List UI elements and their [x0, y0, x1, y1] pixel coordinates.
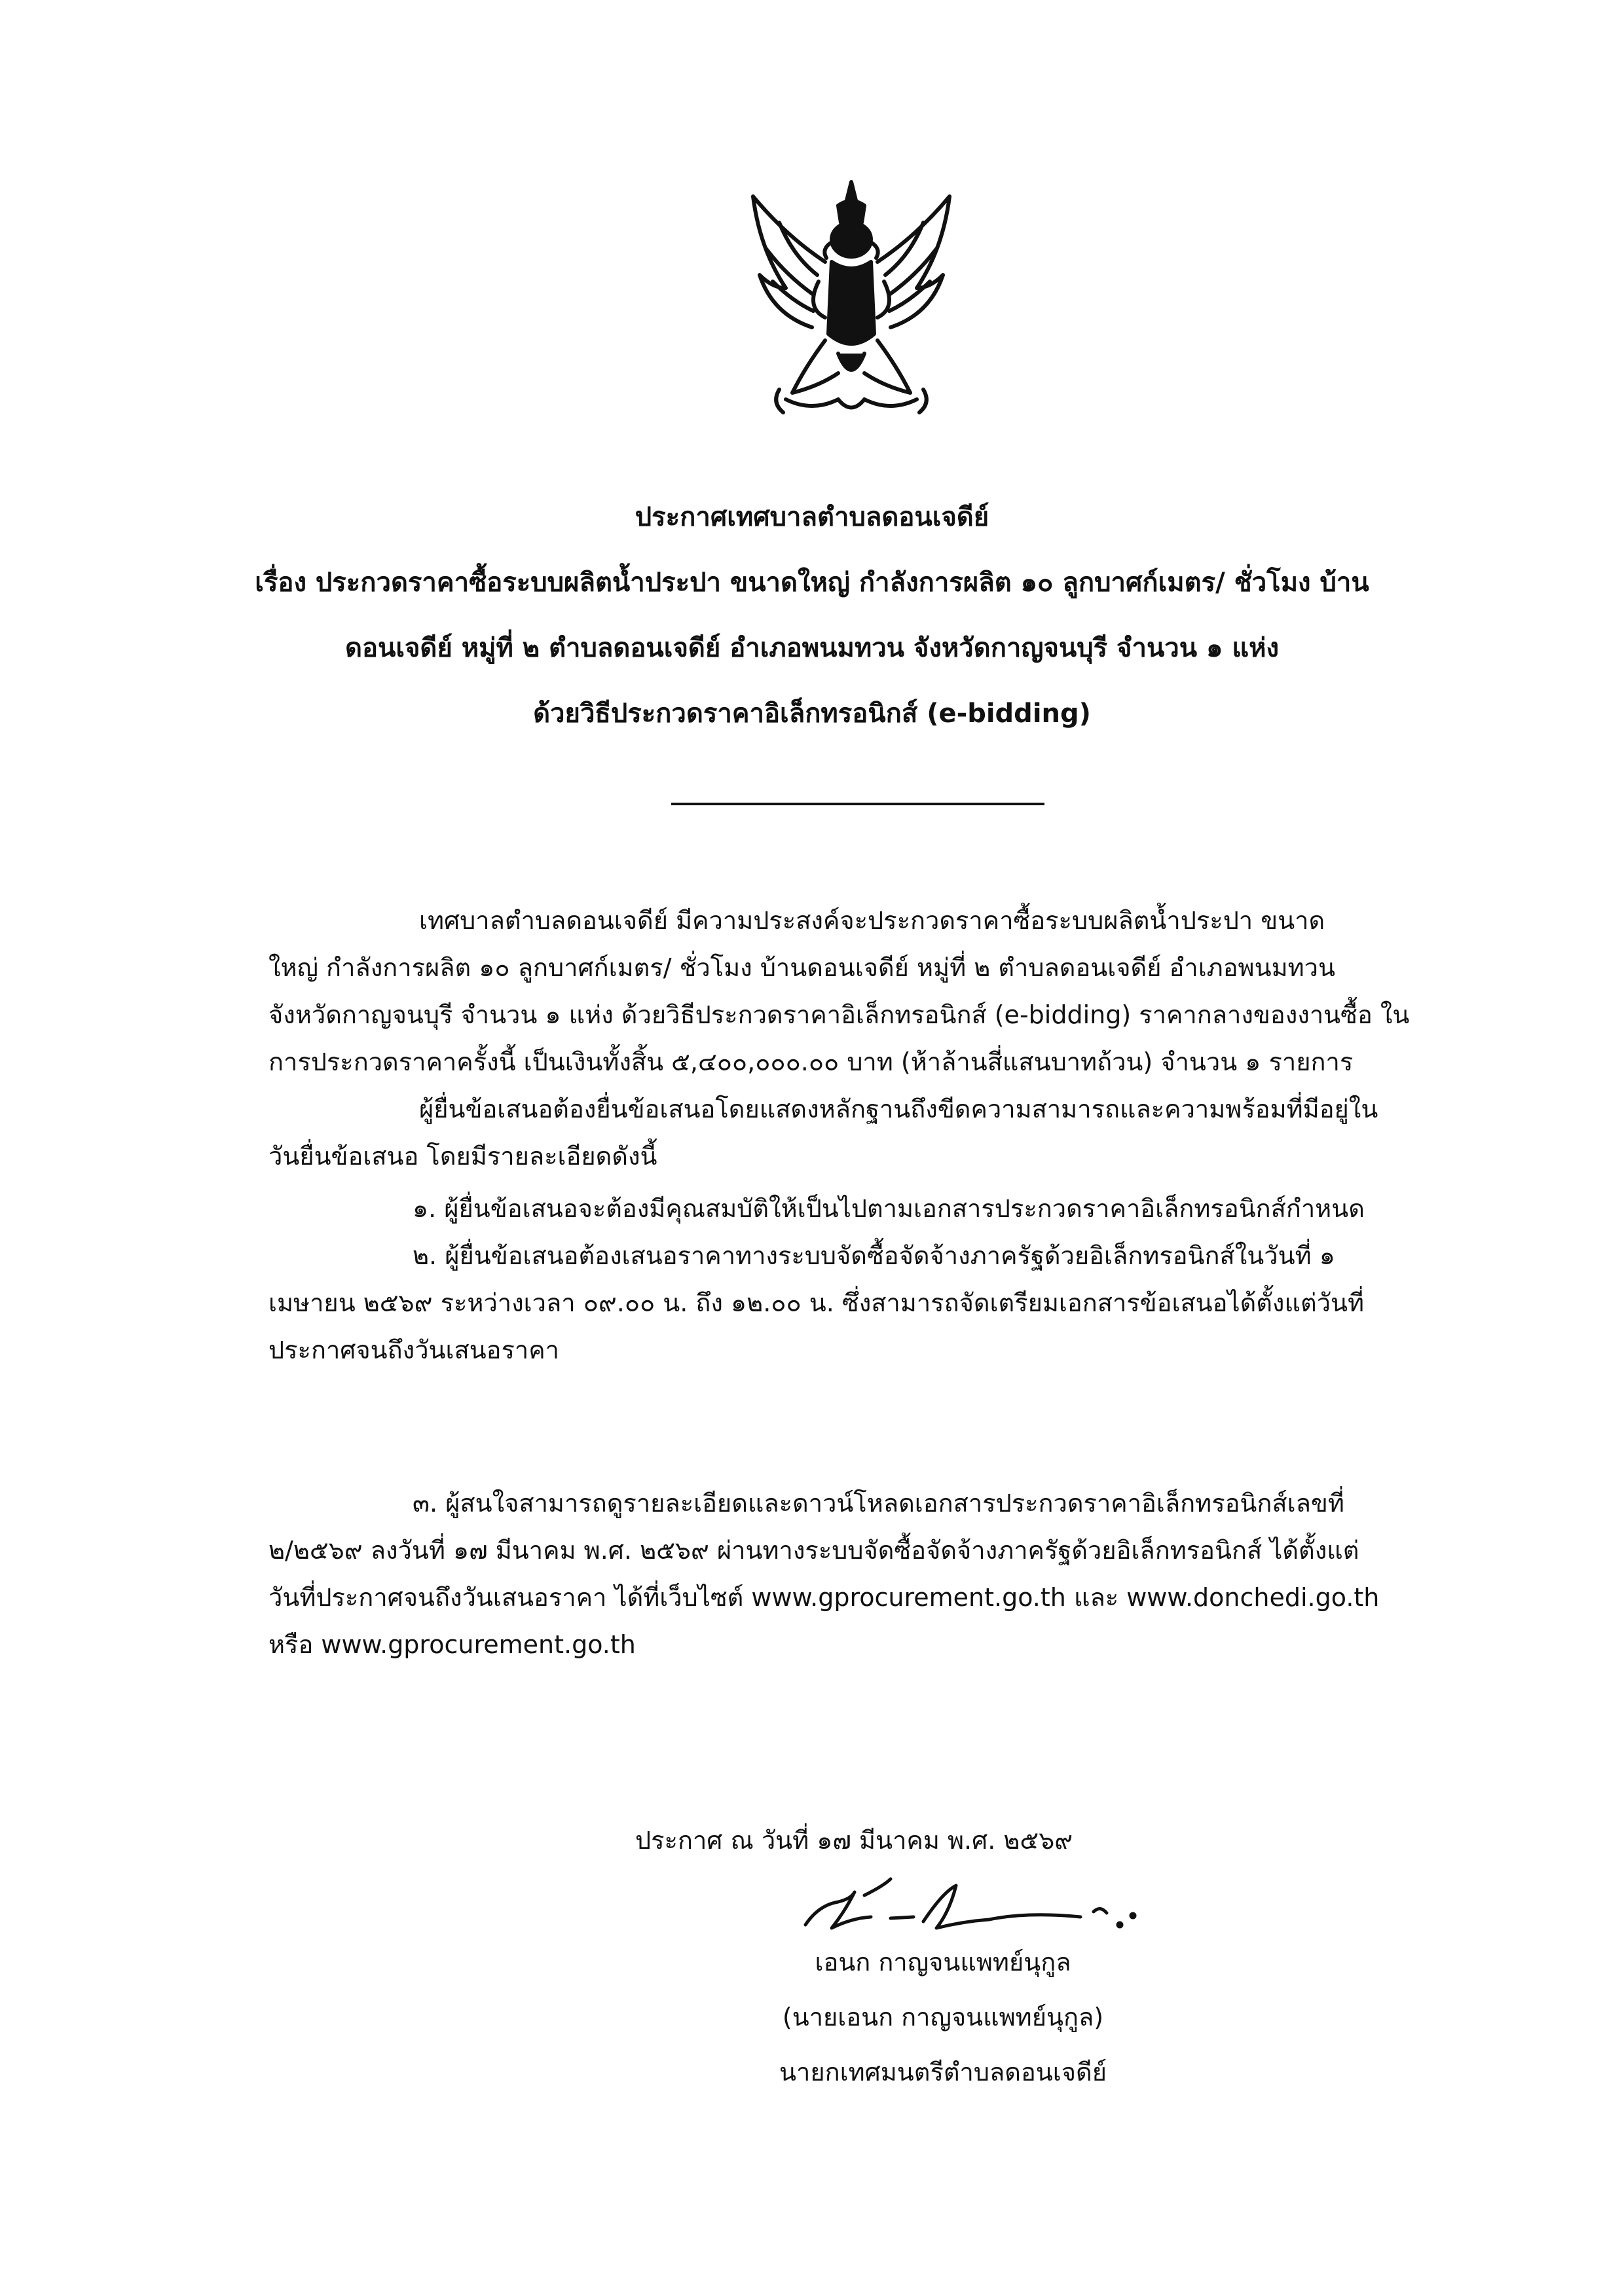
paragraph-line: การประกวดราคาครั้งนี้ เป็นเงินทั้งสิ้น ๕,๔๐๐,๐๐๐.๐๐ บาท (ห้าล้านสี่แสนบาทถ้วน) จำนวน ๑ รายการ [268, 1048, 1354, 1076]
intro-paragraph [268, 897, 1467, 1085]
signer-full-name: (นายเอนก กาญจนแพทย์นุกูล) [782, 2003, 1104, 2032]
paragraph-line: เมษายน ๒๕๖๙ ระหว่างเวลา ๐๙.๐๐ น. ถึง ๑๒.๐๐ น. ซึ่งสามารถจัดเตรียมเอกสารข้อเสนอได้ตั้งแต่วันที่ [268, 1288, 1365, 1317]
title-line: ด้วยวิธีประกวดราคาอิเล็กทรอนิกส์ (e-bidding) [533, 699, 1091, 729]
paragraph-line: เทศบาลตำบลดอนเจดีย์ มีความประสงค์จะประกวดราคาซื้อระบบผลิตน้ำประปา ขนาด [419, 906, 1325, 935]
paragraph-line: วันยื่นข้อเสนอ โดยมีรายละเอียดดังนี้ [268, 1142, 657, 1171]
paragraph-line: ผู้ยื่นข้อเสนอต้องยื่นข้อเสนอโดยแสดงหลักฐานถึงขีดความสามารถและความพร้อมที่มีอยู่ใน [419, 1095, 1378, 1123]
title-line: ดอนเจดีย์ หมู่ที่ ๒ ตำบลดอนเจดีย์ อำเภอพนมทวน จังหวัดกาญจนบุรี จำนวน ๑ แห่ง [344, 633, 1280, 663]
title-line: เรื่อง ประกวดราคาซื้อระบบผลิตน้ำประปา ขนาดใหญ่ กำลังการผลิต ๑๐ ลูกบาศก์เมตร/ ชั่วโมง บ้าน [255, 568, 1369, 598]
paragraph-line: ๒. ผู้ยื่นข้อเสนอต้องเสนอราคาทางระบบจัดซื้อจัดจ้างภาครัฐด้วยอิเล็กทรอนิกส์ในวันที่ ๑ [413, 1241, 1335, 1270]
requirement-item-3 [268, 1480, 1467, 1668]
requirements-paragraph [268, 1085, 1467, 1180]
title-divider [671, 803, 1044, 805]
signer-position: นายกเทศมนตรีตำบลดอนเจดีย์ [779, 2058, 1107, 2086]
requirement-item-2 [268, 1232, 1467, 1374]
signer-name: เอนก กาญจนแพทย์นุกูล [815, 1948, 1071, 1977]
paragraph-line: ๓. ผู้สนใจสามารถดูรายละเอียดและดาวน์โหลดเอกสารประกวดราคาอิเล็กทรอนิกส์เลขที่ [413, 1489, 1344, 1518]
requirement-item-1 [268, 1185, 1467, 1232]
garuda-emblem-icon [740, 177, 963, 426]
paragraph-line: หรือ www.gprocurement.go.th [268, 1630, 636, 1659]
handwritten-signature-icon [792, 1866, 1159, 1944]
paragraph-line: ใหญ่ กำลังการผลิต ๑๐ ลูกบาศก์เมตร/ ชั่วโมง บ้านดอนเจดีย์ หมู่ที่ ๒ ตำบลดอนเจดีย์ อำเภอพนมทวน [268, 953, 1335, 982]
signer-block [714, 1935, 1172, 2100]
paragraph-line: ประกาศจนถึงวันเสนอราคา [268, 1336, 560, 1364]
title-line: ประกาศเทศบาลตำบลดอนเจดีย์ [635, 502, 989, 532]
paragraph-line: ๒/๒๕๖๙ ลงวันที่ ๑๗ มีนาคม พ.ศ. ๒๕๖๙ ผ่านทางระบบจัดซื้อจัดจ้างภาครัฐด้วยอิเล็กทรอนิกส์ ได้ตั้งแต่ [268, 1536, 1359, 1565]
paragraph-line: จังหวัดกาญจนบุรี จำนวน ๑ แห่ง ด้วยวิธีประกวดราคาอิเล็กทรอนิกส์ (e-bidding) ราคากลางของงานซื้อ ใน [268, 1000, 1410, 1029]
announcement-date: ประกาศ ณ วันที่ ๑๗ มีนาคม พ.ศ. ๒๕๖๙ [635, 1826, 1073, 1855]
document-title [223, 484, 1401, 746]
paragraph-line: วันที่ประกาศจนถึงวันเสนอราคา ได้ที่เว็บไซต์ www.gprocurement.go.th และ www.donchedi.go.th [268, 1583, 1380, 1612]
paragraph-line: ๑. ผู้ยื่นข้อเสนอจะต้องมีคุณสมบัติให้เป็นไปตามเอกสารประกวดราคาอิเล็กทรอนิกส์กำหนด [413, 1194, 1365, 1223]
